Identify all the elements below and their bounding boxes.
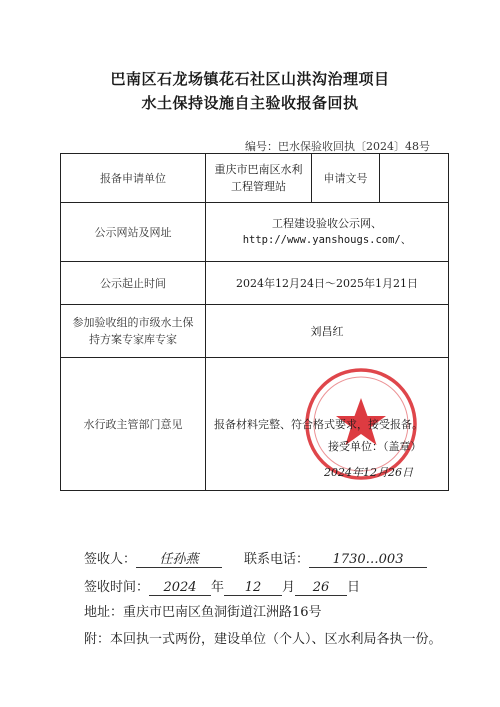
phone-value: 1730…003 <box>309 552 427 568</box>
row-period <box>61 262 449 305</box>
receipt-form-table <box>60 153 449 491</box>
row-website <box>61 203 449 262</box>
opinion-label: 水行政主管部门意见 <box>61 358 206 491</box>
receiver-signature: 任孙燕 <box>136 548 222 568</box>
row-applicant <box>61 154 449 203</box>
sign-day: 26 <box>295 580 347 596</box>
receiver-label: 签收人： <box>84 552 137 567</box>
address-line: 地址：重庆市巴南区鱼洞街道江洲路16号 <box>84 605 322 620</box>
period-label: 公示起止时间 <box>61 262 206 305</box>
receiver-line <box>84 548 427 568</box>
opinion-text: 报备材料完整、符合格式要求，接受报备。 <box>214 418 423 431</box>
phone-label: 联系电话： <box>244 552 310 567</box>
row-expert <box>61 305 449 358</box>
doc-title-line2: 水土保持设施自主验收报备回执 <box>141 94 359 112</box>
website-name: 工程建设验收公示网、 <box>272 217 382 230</box>
website-value <box>206 203 449 262</box>
expert-value: 刘昌红 <box>206 305 449 358</box>
opinion-cell <box>206 358 449 491</box>
expert-label: 参加验收组的市级水土保持方案专家库专家 <box>61 305 206 358</box>
website-url: http://www.yanshougs.com/、 <box>242 234 412 246</box>
applicant-value: 重庆市巴南区水利工程管理站 <box>206 154 312 203</box>
day-unit: 日 <box>347 580 361 595</box>
website-label: 公示网站及网址 <box>61 203 206 262</box>
note-line: 附：本回执一式两份，建设单位（个人）、区水利局各执一份。 <box>84 632 442 647</box>
month-unit: 月 <box>282 580 296 595</box>
doc-title-line1: 巴南区石龙场镇花石社区山洪沟治理项目 <box>110 70 390 88</box>
opinion-sign: 接受单位：（盖章） <box>328 440 422 453</box>
signature-date: 2024年12月26日 <box>324 466 413 479</box>
sign-month: 12 <box>224 580 282 596</box>
sign-time-line <box>84 576 360 596</box>
sign-year: 2024 <box>149 580 211 596</box>
year-unit: 年 <box>211 580 225 595</box>
row-opinion <box>61 358 449 491</box>
applicant-label: 报备申请单位 <box>61 154 206 203</box>
doc-no-label: 申请文号 <box>312 154 380 203</box>
time-label: 签收时间： <box>84 580 150 595</box>
period-value: 2024年12月24日～2025年1月21日 <box>206 262 449 305</box>
doc-no-value <box>380 154 449 203</box>
doc-number: 编号：巴水保验收回执〔2024〕48号 <box>245 140 430 153</box>
